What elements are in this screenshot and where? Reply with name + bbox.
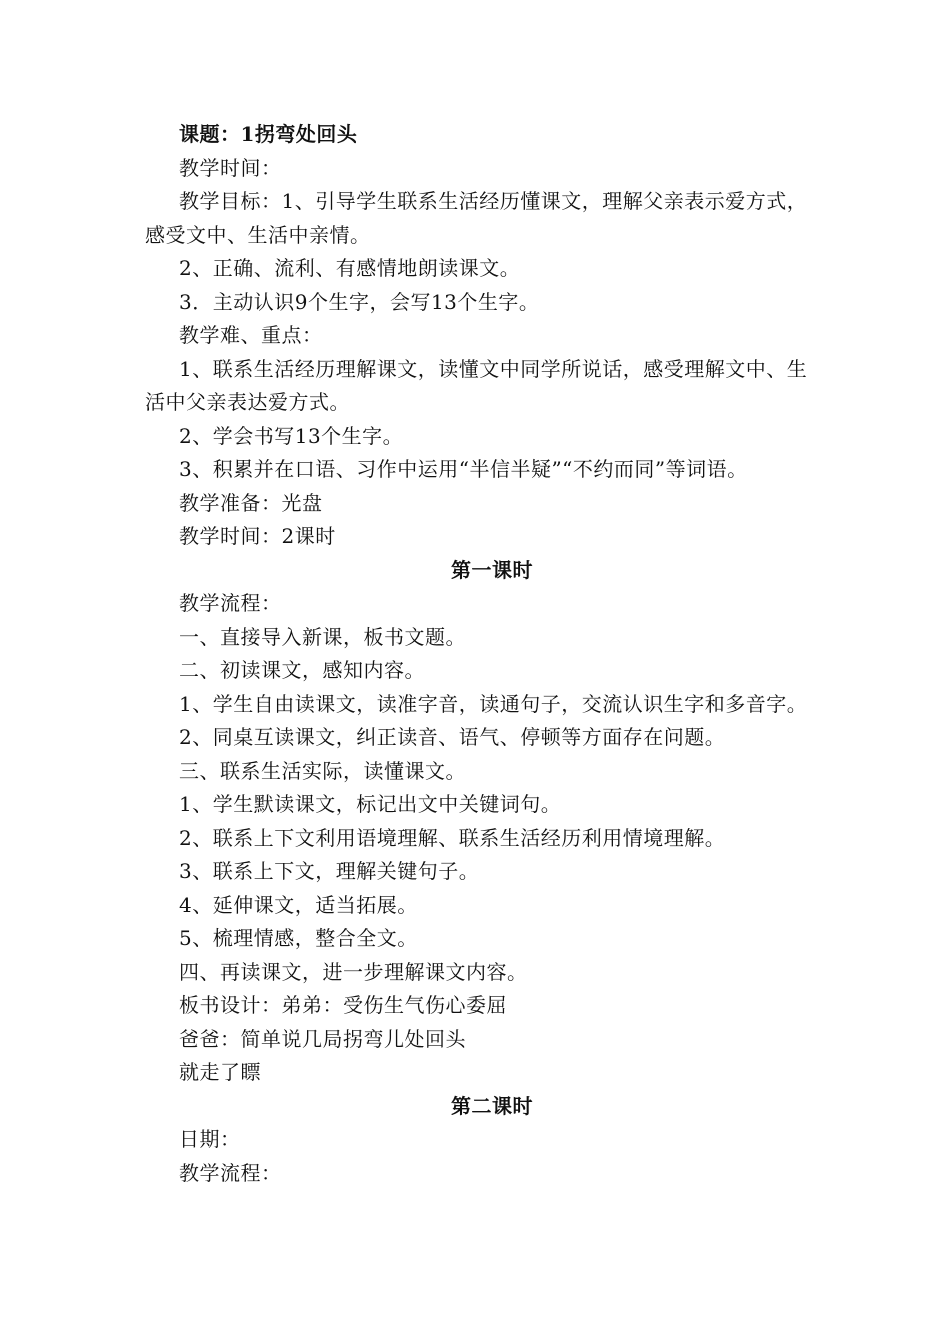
- lesson-2-heading: 第二课时: [451, 1093, 533, 1118]
- lesson-1-step: 四、再读课文，进一步理解课文内容。: [179, 959, 528, 984]
- lesson-1-step: 1、学生自由读课文，读准字音，读通句子，交流认识生字和多音字。: [179, 691, 808, 716]
- preparation-line: 教学准备：光盘: [179, 490, 323, 515]
- lesson-2-process-label: 教学流程：: [179, 1160, 282, 1185]
- objectives-line-2: 2、正确、流利、有感情地朗读课文。: [179, 256, 521, 280]
- lesson-1-step: 2、同桌互读课文，纠正读音、语气、停顿等方面存在问题。: [179, 725, 726, 749]
- key-point-1: 1、联系生活经历理解课文，读懂文中同学所说话，感受理解文中、生活中父亲表达爱方式。: [145, 356, 808, 414]
- key-points-heading: 教学难、重点：: [179, 323, 323, 347]
- lesson-1-step: 3、联系上下文，理解关键句子。: [179, 859, 480, 883]
- lesson-1-process-label: 教学流程：: [179, 591, 282, 615]
- lesson-2-date-label: 日期：: [179, 1127, 241, 1151]
- lesson-1-step: 5、梳理情感，整合全文。: [179, 926, 418, 950]
- lesson-1-step: 二、初读课文，感知内容。: [179, 658, 425, 682]
- key-point-3: 3、积累并在口语、习作中运用“半信半疑”“不约而同”等词语。: [179, 457, 748, 481]
- lesson-1-step: 4、延伸课文，适当拓展。: [179, 892, 418, 917]
- board-design-line: 就走了瞟: [179, 1060, 261, 1084]
- board-design-line: 板书设计：弟弟：受伤生气伤心委屈: [179, 993, 507, 1017]
- class-hours-line: 教学时间：2课时: [179, 524, 336, 548]
- key-point-2: 2、学会书写13个生字。: [179, 423, 404, 448]
- board-design-line: 爸爸：简单说几局拐弯儿处回头: [179, 1026, 466, 1051]
- document-page: [145, 118, 825, 1190]
- lesson-1-step: 三、联系生活实际，读懂课文。: [179, 758, 466, 783]
- objectives-line-1: 教学目标：1、引导学生联系生活经历懂课文，理解父亲表示爱方式，感受文中、生活中亲情。: [145, 189, 808, 247]
- lesson-1-step: 2、联系上下文利用语境理解、联系生活经历利用情境理解。: [179, 825, 726, 850]
- teaching-time-label: 教学时间：: [179, 155, 282, 180]
- lesson-title: 课题：1拐弯处回头: [179, 122, 358, 146]
- lesson-1-heading: 第一课时: [451, 557, 533, 582]
- lesson-1-step: 一、直接导入新课，板书文题。: [179, 624, 466, 649]
- objectives-line-3: 3．主动认识9个生字，会写13个生字。: [179, 289, 540, 314]
- lesson-1-step: 1、学生默读课文，标记出文中关键词句。: [179, 792, 562, 816]
